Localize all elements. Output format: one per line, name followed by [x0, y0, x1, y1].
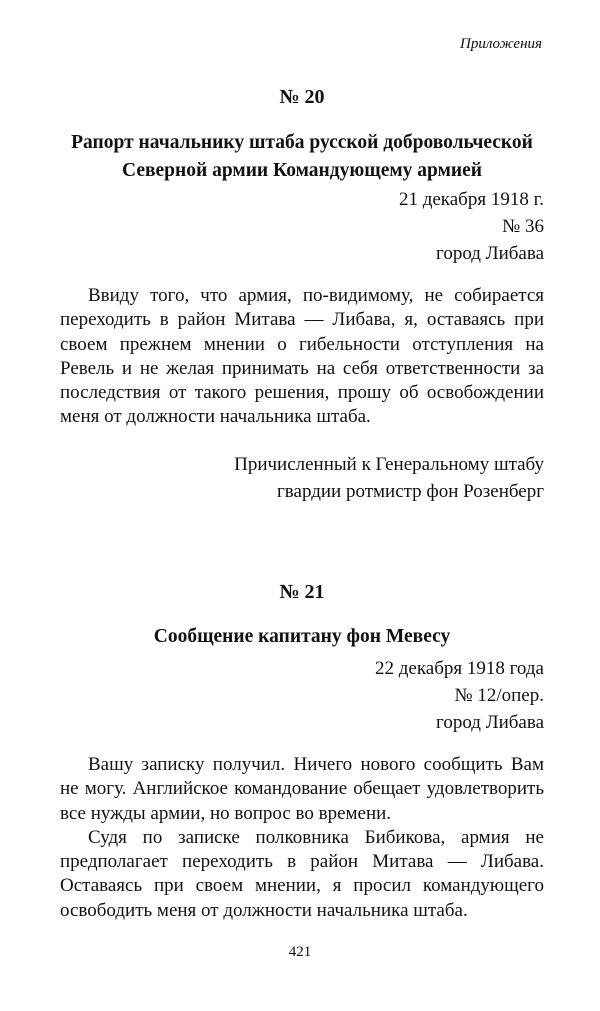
doc-20-signature-line: гвардии ротмистр фон Розенберг — [277, 481, 544, 502]
doc-21-meta — [60, 655, 544, 736]
doc-20-number: № 20 — [279, 86, 325, 108]
doc-21-ref-number: № 12/опер. — [454, 685, 544, 706]
doc-20-meta — [60, 186, 544, 267]
doc-20-signature-line: Причисленный к Генеральному штабу — [234, 454, 544, 475]
page-number: 421 — [288, 944, 312, 960]
doc-21-number: № 21 — [279, 581, 325, 603]
doc-20-paragraph: Ввиду того, что армия, по-видимому, не собирается переходить в район Митава — Либава, я, оставаясь при своем прежнем мнении о гибельности отступления на Ревель и не желая принимать на себя ответственности за последствия от такого решения, прошу об освобождении меня от должности начальника штаба. — [60, 285, 544, 428]
doc-20-title-line: Рапорт начальнику штаба русской добровольческой — [71, 132, 533, 153]
doc-21-body — [60, 753, 544, 923]
doc-20-title-line: Северной армии Командующему армией — [122, 160, 482, 181]
doc-21-title — [60, 623, 544, 651]
doc-21-place: город Либава — [436, 712, 544, 733]
doc-20-signature — [60, 451, 544, 505]
doc-21-paragraph: Вашу записку получил. Ничего нового сообщить Вам не могу. Английское командование обещает удовлетворить все нужды армии, но вопрос во времени. — [60, 754, 544, 824]
doc-21-title-line: Сообщение капитану фон Мевесу — [153, 626, 451, 647]
doc-21-date: 22 декабря 1918 года — [374, 658, 544, 679]
running-header: Приложения — [459, 36, 542, 52]
doc-20-ref-number: № 36 — [502, 216, 544, 237]
doc-20-date: 21 декабря 1918 г. — [398, 189, 544, 210]
doc-20-body — [60, 284, 544, 430]
doc-20-title — [60, 129, 544, 185]
doc-20-place: город Либава — [436, 243, 544, 264]
doc-21-paragraph: Судя по записке полковника Бибикова, армия не предполагает переходить в район Митава — Либава. Оставаясь при своем мнении, я просил командующего освободить меня от должности начальника штаба. — [60, 826, 544, 921]
